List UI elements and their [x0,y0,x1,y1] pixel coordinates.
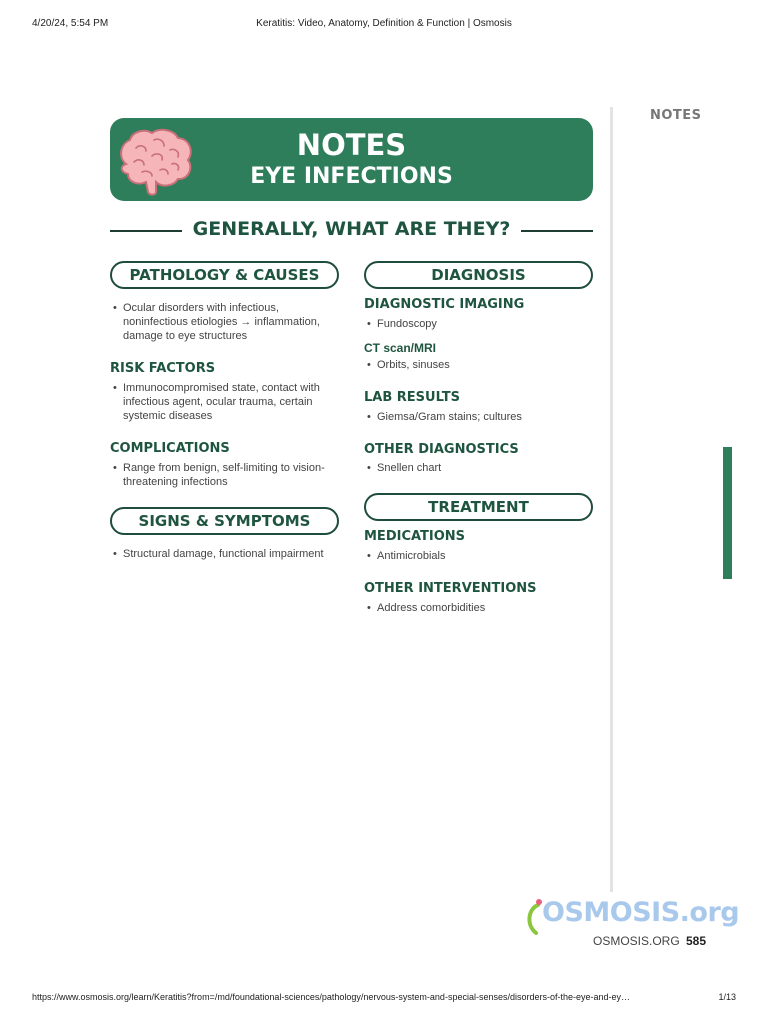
interventions-bullet [367,601,593,615]
signs-bullet [113,547,339,561]
print-footer [32,992,736,1006]
diagnostic-imaging-heading: DIAGNOSTIC IMAGING [364,297,525,312]
bullet-dot: • [113,382,117,394]
other-dx-bullet [367,461,593,475]
risk-bullet [113,381,339,423]
imaging-bullet-text: Fundoscopy [377,318,437,330]
bullet-dot: • [367,411,371,423]
interventions-bullet-text: Address comorbidities [377,602,486,614]
imaging-bullet [367,317,593,331]
other-dx-bullet-text: Snellen chart [377,462,442,474]
diagnosis-pill: DIAGNOSIS [364,261,593,289]
other-interventions-heading: OTHER INTERVENTIONS [364,581,537,596]
bullet-dot: • [367,550,371,562]
banner-title: NOTES [296,128,407,162]
print-datetime: 4/20/24, 5:54 PM [32,18,109,29]
sidebar-accent-bar [723,447,732,579]
pathology-bullet [113,301,339,343]
pathology-bullet-text: Ocular disorders with infectious, noninfectious etiologies → inflammation, damage to eye structures [123,302,320,342]
print-url: https://www.osmosis.org/learn/Keratitis?from=/md/foundational-sciences/pathology/nervous-system-and-special-senses/disorders-of-the-eye-and-ey… [32,992,631,1002]
complications-heading: COMPLICATIONS [110,441,230,456]
bullet-dot: • [113,302,117,314]
page-number: 585 [686,934,707,948]
lab-bullet-text: Giemsa/Gram stains; cultures [377,411,522,423]
print-page-title: Keratitis: Video, Anatomy, Definition & Function | Osmosis [256,18,512,29]
notes-banner [110,118,593,201]
banner-subtitle: EYE INFECTIONS [250,164,453,189]
bullet-dot: • [113,548,117,560]
signs-symptoms-pill: SIGNS & SYMPTOMS [110,507,339,535]
pathology-causes-pill: PATHOLOGY & CAUSES [110,261,339,289]
bullet-dot: • [367,359,371,371]
section-heading [110,217,593,245]
risk-bullet-text: Immunocompromised state, contact with infectious agent, ocular trauma, certain systemic diseases [123,382,320,422]
medications-bullet-text: Antimicrobials [377,550,446,562]
lab-results-heading: LAB RESULTS [364,390,460,405]
ct-bullet-text: Orbits, sinuses [377,359,450,371]
complications-bullet [113,461,339,489]
medications-bullet [367,549,593,563]
heading-rule-right [521,230,593,232]
complications-bullet-text: Range from benign, self-limiting to vision-threatening infections [123,462,325,488]
lab-bullet [367,410,593,424]
signs-bullet-text: Structural damage, functional impairment [123,548,324,560]
medications-heading: MEDICATIONS [364,529,466,544]
print-page-count: 1/13 [718,992,736,1002]
sidebar-notes-label: NOTES [650,108,702,123]
ct-mri-heading: CT scan/MRI [364,341,437,355]
bullet-dot: • [367,462,371,474]
ct-bullet [367,358,593,372]
osmosis-logo-icon [524,897,542,937]
risk-factors-heading: RISK FACTORS [110,361,216,376]
column-divider [610,107,613,892]
bullet-dot: • [367,318,371,330]
other-diagnostics-heading: OTHER DIAGNOSTICS [364,442,519,457]
bullet-dot: • [367,602,371,614]
treatment-pill: TREATMENT [364,493,593,521]
bullet-dot: • [113,462,117,474]
section-heading-text: GENERALLY, WHAT ARE THEY? [192,218,511,240]
print-header [32,18,736,32]
site-name: OSMOSIS.ORG [593,934,680,948]
osmosis-logo-text: OSMOSIS.org [542,897,740,928]
